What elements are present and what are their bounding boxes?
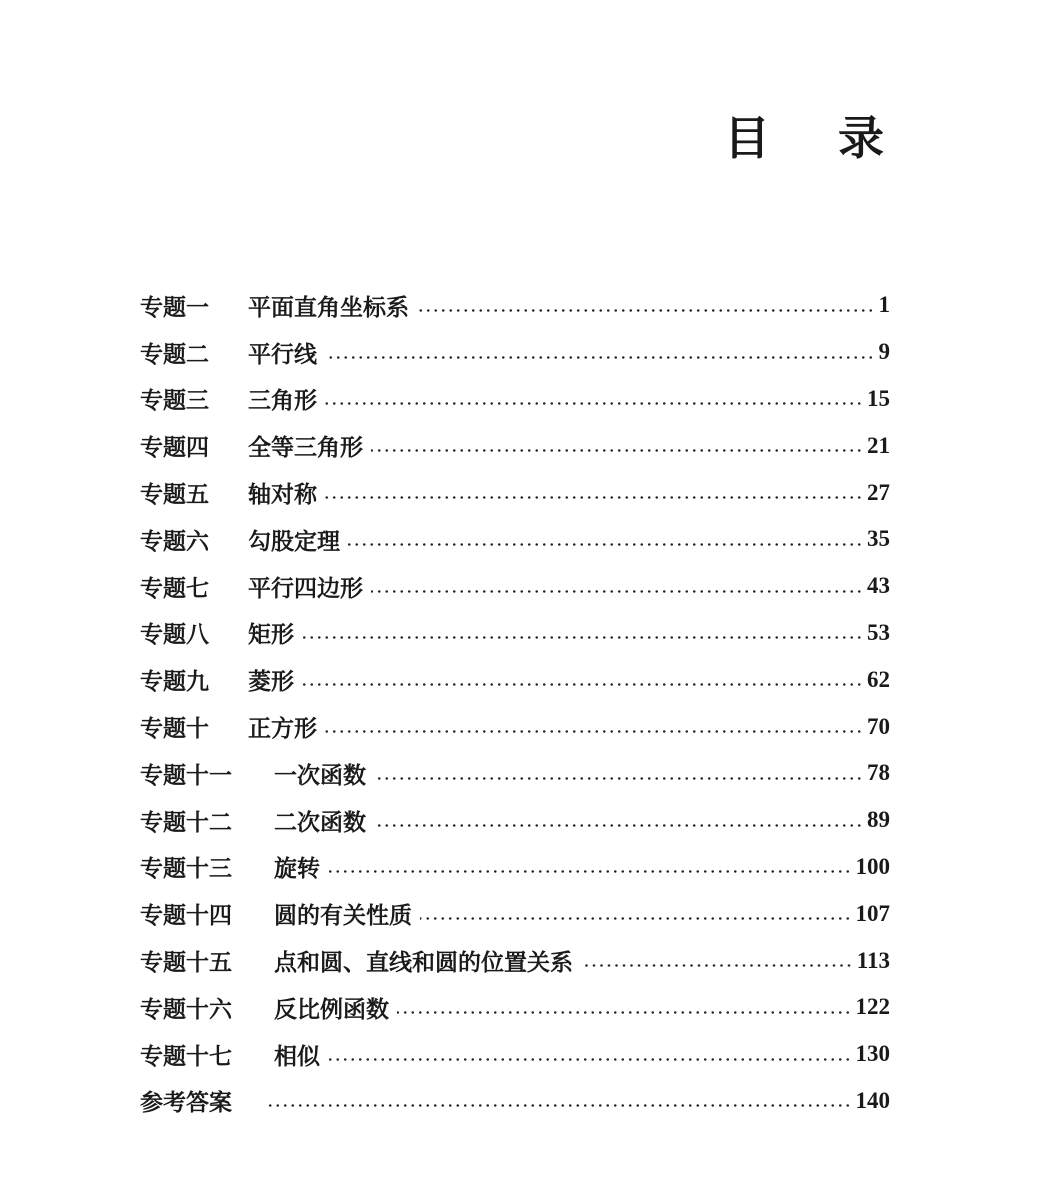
toc-entry-label: 专题十六: [140, 995, 232, 1023]
toc-dot-leader: [374, 824, 863, 827]
toc-entry-label: 专题二: [140, 340, 209, 368]
toc-entry-page: 27: [867, 479, 890, 505]
toc-entry-label: 专题六: [140, 527, 209, 555]
toc-entry-page: 70: [867, 713, 890, 739]
toc-entry-title: 二次函数: [274, 808, 366, 836]
toc-entry-title: 勾股定理: [248, 527, 340, 555]
toc-entry-title: 菱形: [248, 668, 294, 696]
toc-entry[interactable]: [140, 1078, 890, 1125]
toc-dot-leader: [302, 683, 863, 686]
toc-entry-page: 21: [867, 432, 890, 458]
toc-dot-leader: [581, 964, 853, 967]
toc-entry-label: 专题十二: [140, 808, 232, 836]
toc-dot-leader: [302, 636, 863, 639]
toc-dot-leader: [417, 309, 875, 312]
toc-entry-label: 专题五: [140, 481, 209, 509]
toc-dot-leader: [397, 1011, 852, 1014]
toc-entry-label: 专题七: [140, 574, 209, 602]
toc-entry-label: 专题十五: [140, 949, 232, 977]
toc-entry[interactable]: [140, 376, 890, 423]
toc-entry-title: 旋转: [274, 855, 320, 883]
page-title: 目 录: [724, 111, 911, 165]
toc-entry-label: 专题八: [140, 621, 209, 649]
toc-entry-page: 53: [867, 619, 890, 645]
toc-entry[interactable]: [140, 703, 890, 750]
toc-entry-page: 62: [867, 666, 890, 692]
toc-entry-page: 89: [867, 807, 890, 833]
toc-entry-title: 平行四边形: [248, 574, 363, 602]
toc-entry-title: 全等三角形: [248, 434, 363, 462]
toc-entry-title: 圆的有关性质: [274, 902, 412, 930]
toc-entry-page: 122: [855, 994, 890, 1020]
toc-entry-page: 140: [855, 1087, 890, 1113]
toc-dot-leader: [371, 590, 863, 593]
toc-dot-leader: [328, 870, 852, 873]
toc-entry-label: 参考答案: [140, 1089, 232, 1117]
toc-entry-label: 专题十三: [140, 855, 232, 883]
toc-dot-leader: [325, 730, 863, 733]
toc-dot-leader: [325, 496, 863, 499]
toc-dot-leader: [374, 777, 863, 780]
toc-entry-title: 点和圆、直线和圆的位置关系: [274, 949, 573, 977]
toc-entry[interactable]: [140, 750, 890, 797]
toc-entry[interactable]: [140, 797, 890, 844]
toc-entry[interactable]: [140, 282, 890, 329]
toc-dot-leader: [420, 917, 852, 920]
toc-dot-leader: [371, 449, 863, 452]
table-of-contents: [140, 282, 890, 1124]
toc-dot-leader: [268, 1104, 852, 1107]
toc-entry[interactable]: [140, 563, 890, 610]
toc-entry-page: 107: [855, 900, 890, 926]
toc-entry-page: 78: [867, 760, 890, 786]
toc-entry-label: 专题十: [140, 715, 209, 743]
toc-entry-label: 专题十七: [140, 1042, 232, 1070]
toc-entry-label: 专题一: [140, 293, 209, 321]
toc-entry-title: 矩形: [248, 621, 294, 649]
toc-entry[interactable]: [140, 516, 890, 563]
toc-entry-page: 113: [856, 947, 890, 973]
toc-entry-page: 1: [878, 292, 890, 318]
toc-entry[interactable]: [140, 469, 890, 516]
toc-entry-title: 反比例函数: [274, 995, 389, 1023]
toc-entry[interactable]: [140, 890, 890, 937]
toc-entry-page: 100: [855, 853, 890, 879]
toc-entry-title: 平行线: [248, 340, 317, 368]
toc-entry-page: 9: [878, 339, 890, 365]
toc-entry-label: 专题十四: [140, 902, 232, 930]
toc-entry[interactable]: [140, 984, 890, 1031]
toc-entry-label: 专题九: [140, 668, 209, 696]
toc-entry-title: 一次函数: [274, 761, 366, 789]
toc-entry[interactable]: [140, 844, 890, 891]
toc-dot-leader: [325, 356, 875, 359]
toc-entry-label: 专题十一: [140, 761, 232, 789]
toc-entry-title: 相似: [274, 1042, 320, 1070]
toc-entry[interactable]: [140, 656, 890, 703]
toc-entry[interactable]: [140, 329, 890, 376]
toc-entry-page: 35: [867, 526, 890, 552]
toc-entry[interactable]: [140, 1031, 890, 1078]
toc-entry-title: 三角形: [248, 387, 317, 415]
toc-entry[interactable]: [140, 422, 890, 469]
toc-entry[interactable]: [140, 937, 890, 984]
toc-entry-label: 专题三: [140, 387, 209, 415]
toc-entry-page: 43: [867, 573, 890, 599]
toc-entry-page: 130: [855, 1041, 890, 1067]
toc-entry-title: 正方形: [248, 715, 317, 743]
toc-dot-leader: [348, 543, 863, 546]
toc-dot-leader: [328, 1058, 852, 1061]
toc-entry-title: 轴对称: [248, 481, 317, 509]
toc-entry-label: 专题四: [140, 434, 209, 462]
toc-entry[interactable]: [140, 610, 890, 657]
toc-entry-title: 平面直角坐标系: [248, 293, 409, 321]
toc-entry-page: 15: [867, 385, 890, 411]
toc-dot-leader: [325, 402, 863, 405]
